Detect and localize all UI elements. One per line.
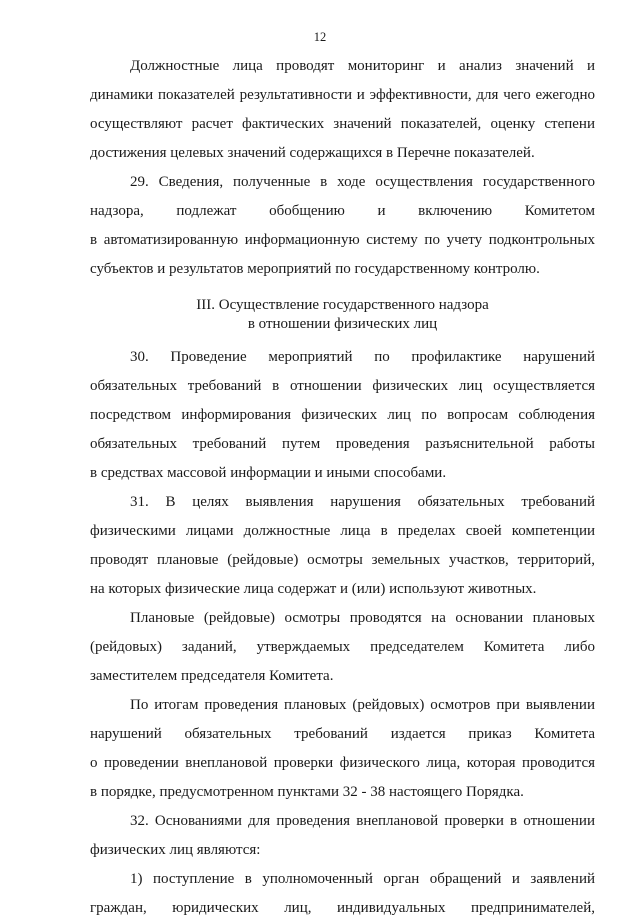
paragraph-line: достижения целевых значений содержащихся в Перечне показателей. — [90, 145, 535, 161]
paragraph-line: обязательных требований в отношении физических лиц осуществляется — [90, 378, 595, 394]
paragraph-line: обязательных требований путем проведения разъяснительной работы — [90, 436, 595, 452]
paragraph-line: проводят плановые (рейдовые) осмотры земельных участков, территорий, — [90, 552, 595, 568]
paragraph-line: нарушений обязательных требований издается приказ Комитета — [90, 726, 595, 742]
paragraph-line: граждан, юридических лиц, индивидуальных предпринимателей, — [90, 900, 595, 916]
section-heading — [90, 296, 595, 334]
paragraph-line: физическими лицами должностные лица в пределах своей компетенции — [90, 523, 595, 539]
paragraph-line: посредством информирования физических лиц по вопросам соблюдения — [90, 407, 595, 423]
paragraph-line: 31. В целях выявления нарушения обязательных требований — [130, 494, 595, 510]
document-body — [90, 52, 595, 923]
section-heading-line: III. Осуществление государственного надзора — [196, 297, 489, 313]
paragraph-line: (рейдовых) заданий, утверждаемых председателем Комитета либо — [90, 639, 595, 655]
section-heading-line: в отношении физических лиц — [247, 316, 438, 332]
paragraph-line: в автоматизированную информационную систему по учету подконтрольных — [90, 232, 595, 248]
paragraph-line: 29. Сведения, полученные в ходе осуществления государственного — [130, 174, 595, 190]
paragraph-line: в порядке, предусмотренном пунктами 32 - 38 настоящего Порядка. — [90, 784, 524, 800]
paragraph-line: 30. Проведение мероприятий по профилактике нарушений — [130, 349, 595, 365]
paragraph-line: субъектов и результатов мероприятий по государственному контролю. — [90, 261, 540, 277]
paragraph-line: 32. Основаниями для проведения внеплановой проверки в отношении — [130, 813, 595, 829]
paragraph-line: Плановые (рейдовые) осмотры проводятся на основании плановых — [130, 610, 595, 626]
paragraph-line: Должностные лица проводят мониторинг и анализ значений и — [130, 58, 595, 74]
paragraph-line: заместителем председателя Комитета. — [90, 668, 334, 684]
paragraph-line: динамики показателей результативности и эффективности, для чего ежегодно — [90, 87, 595, 103]
paragraph-line: осуществляют расчет фактических значений показателей, оценку степени — [90, 116, 595, 132]
paragraph-line: надзора, подлежат обобщению и включению Комитетом — [90, 203, 595, 219]
paragraph-line: 1) поступление в уполномоченный орган обращений и заявлений — [130, 871, 595, 887]
paragraph-line: на которых физические лица содержат и (или) используют животных. — [90, 581, 537, 597]
paragraph-line: По итогам проведения плановых (рейдовых) осмотров при выявлении — [130, 697, 595, 713]
paragraph-line: в средствах массовой информации и иными способами. — [90, 465, 447, 481]
paragraph-line: физических лиц являются: — [90, 842, 261, 858]
paragraph-line: о проведении внеплановой проверки физического лица, которая проводится — [90, 755, 595, 771]
page-number: 12 — [313, 30, 327, 44]
